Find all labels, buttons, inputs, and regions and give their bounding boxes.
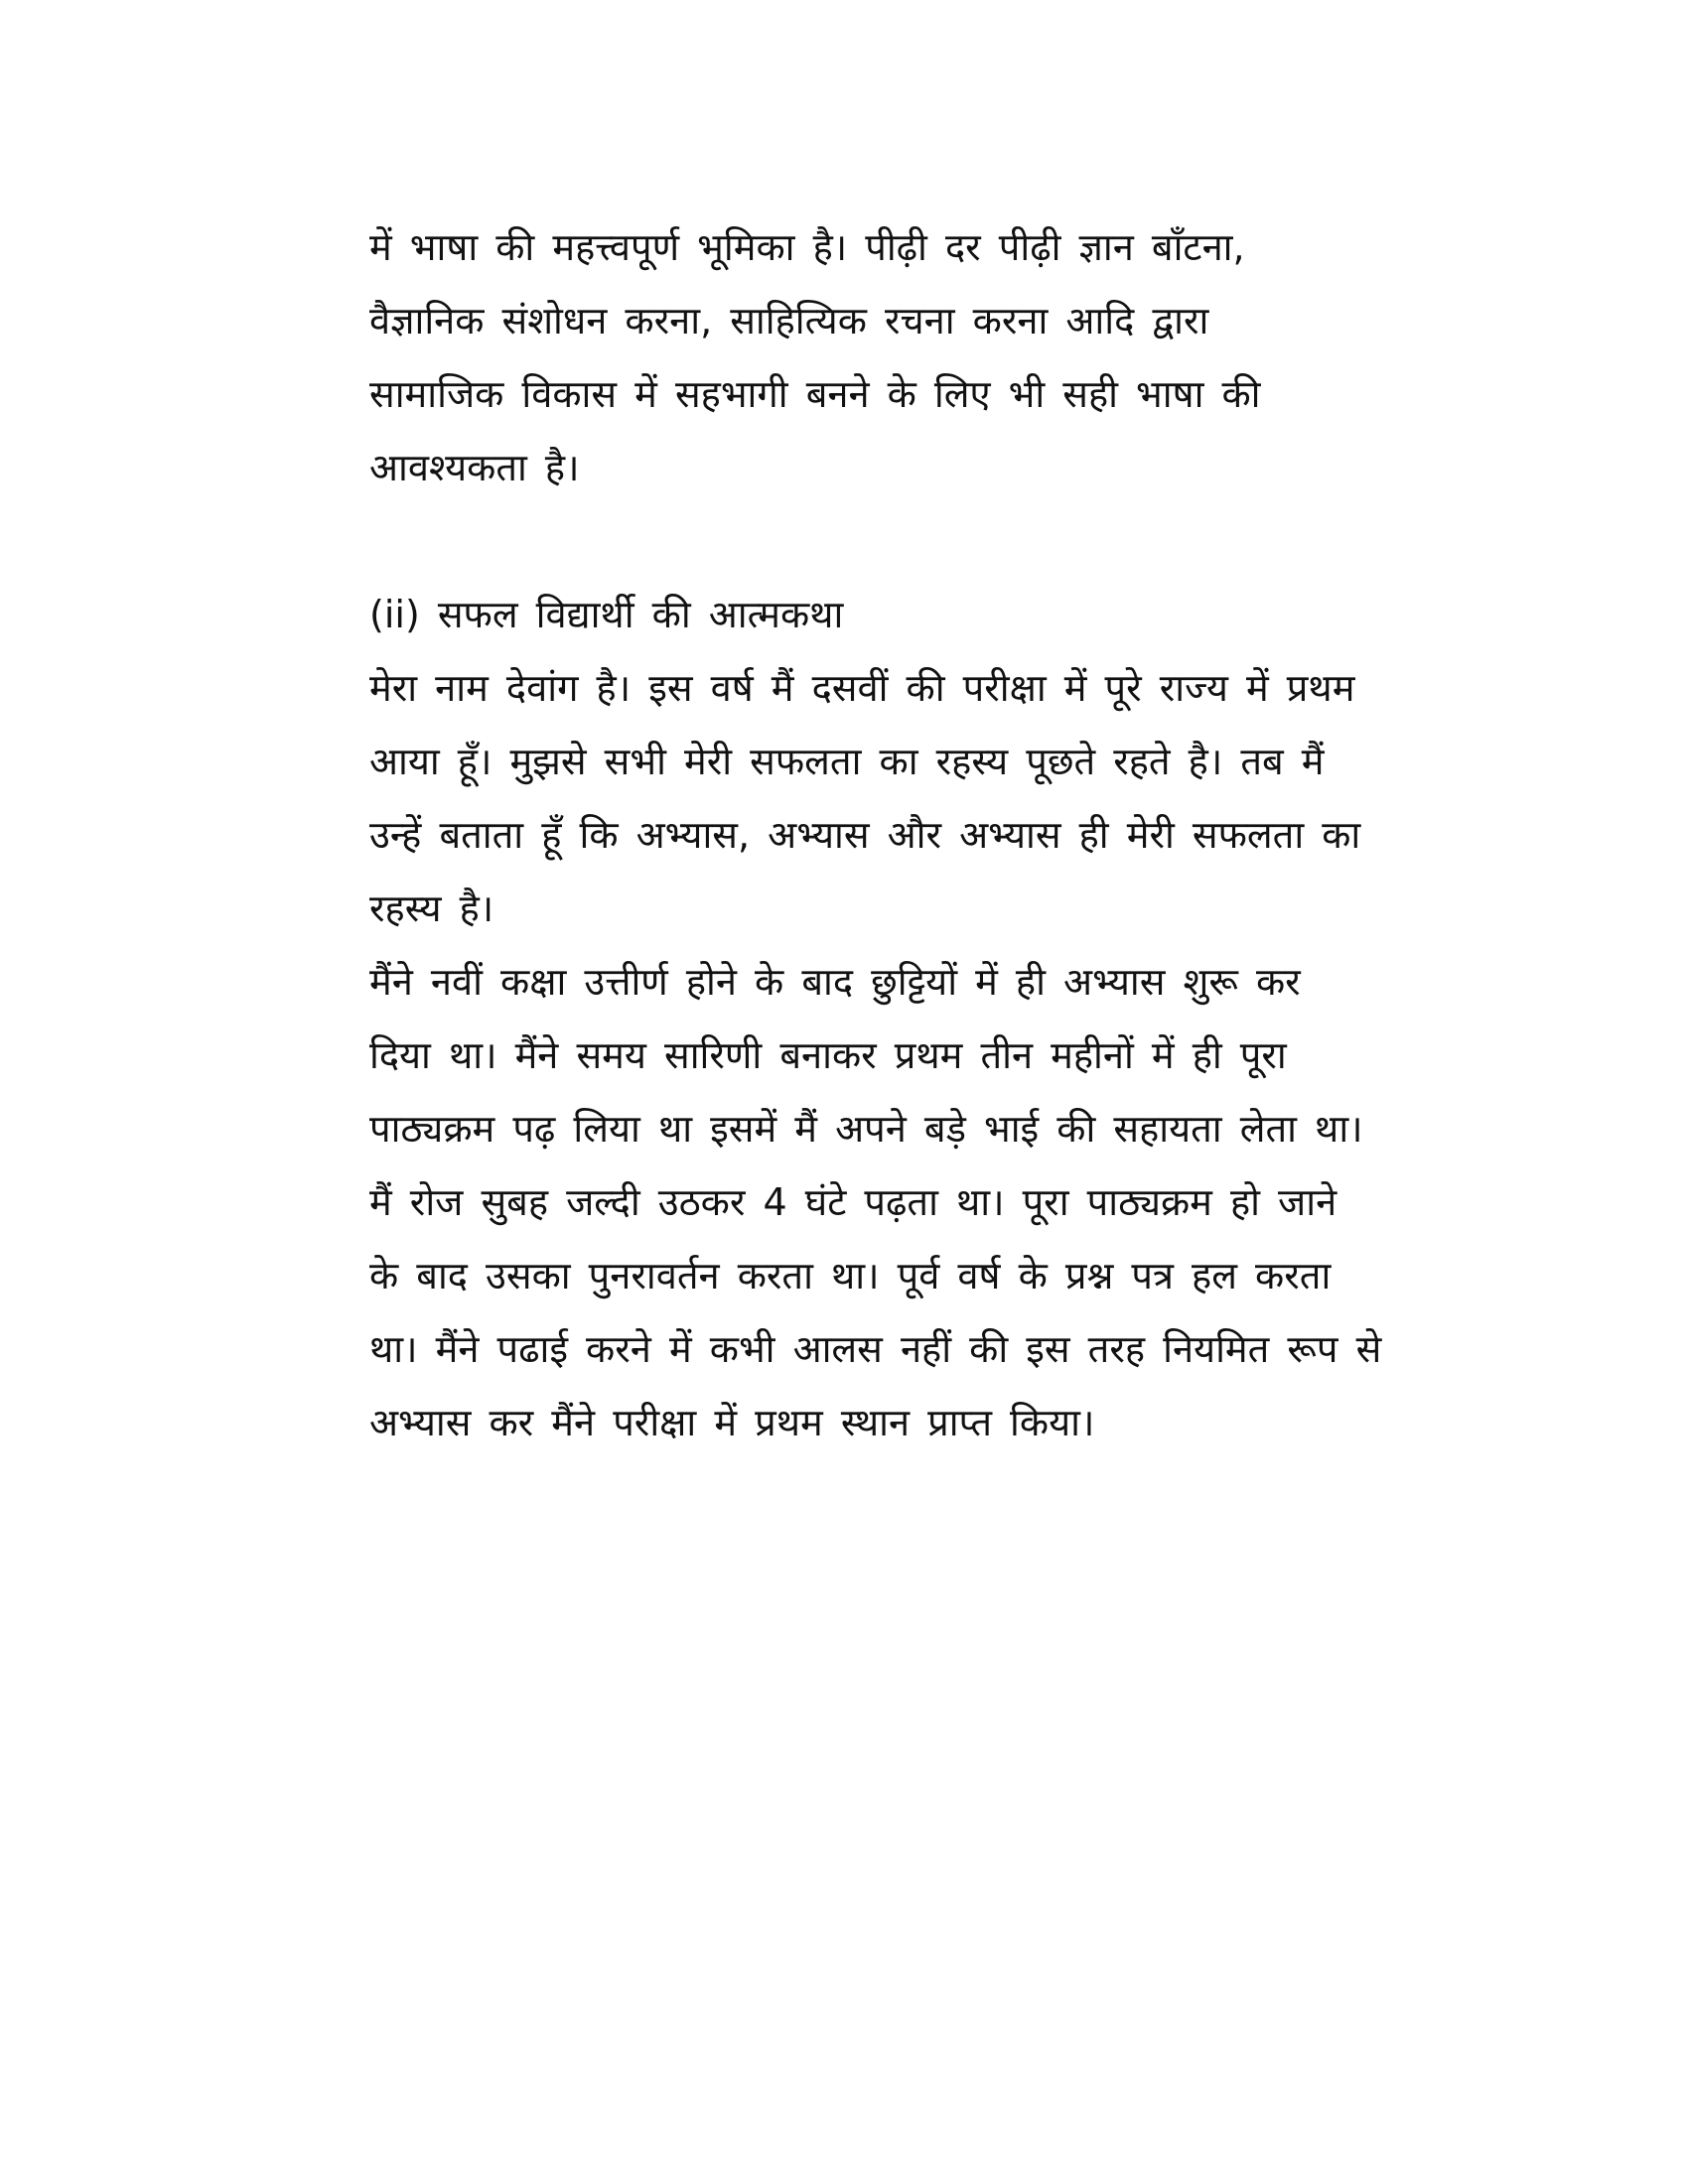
text-line: आवश्यकता है। — [369, 446, 580, 489]
text-line: आया हूँ। मुझसे सभी मेरी सफलता का रहस्य पूछते रहते है। तब मैं — [369, 740, 1325, 783]
text-line: उन्हें बताता हूँ कि अभ्यास, अभ्यास और अभ्यास ही मेरी सफलता का — [369, 813, 1361, 857]
text-line: में भाषा की महत्त्वपूर्ण भूमिका है। पीढ़ी दर पीढ़ी ज्ञान बाँटना, — [369, 225, 1245, 269]
text-line: था। मैंने पढाई करने में कभी आलस नहीं की इस तरह नियमित रूप से — [369, 1327, 1382, 1371]
text-line: रहस्य है। — [369, 887, 494, 930]
paragraph-language-importance — [369, 210, 1511, 504]
paragraph-study-routine — [369, 945, 1511, 1459]
text-line: वैज्ञानिक संशोधन करना, साहित्यिक रचना करना आदि द्वारा — [369, 299, 1209, 342]
text-line: के बाद उसका पुनरावर्तन करता था। पूर्व वर्ष के प्रश्न पत्र हल करता — [369, 1254, 1332, 1297]
paragraph-spacer — [369, 504, 1511, 578]
text-line: मेरा नाम देवांग है। इस वर्ष मैं दसवीं की परीक्षा में पूरे राज्य में प्रथम — [369, 666, 1355, 710]
text-line: सामाजिक विकास में सहभागी बनने के लिए भी सही भाषा की — [369, 372, 1261, 416]
text-line: मैंने नवीं कक्षा उत्तीर्ण होने के बाद छुट्टियों में ही अभ्यास शुरू कर — [369, 960, 1301, 1004]
paragraph-autobiography-intro — [369, 651, 1511, 945]
text-line: अभ्यास कर मैंने परीक्षा में प्रथम स्थान प्राप्त किया। — [369, 1401, 1095, 1444]
text-line: दिया था। मैंने समय सारिणी बनाकर प्रथम तीन महीनों में ही पूरा — [369, 1033, 1287, 1077]
text-line: मैं रोज सुबह जल्दी उठकर 4 घंटे पढ़ता था। पूरा पाठ्यक्रम हो जाने — [369, 1180, 1337, 1224]
document-page — [369, 210, 1511, 1459]
text-line: पाठ्यक्रम पढ़ लिया था इसमें मैं अपने बड़े भाई की सहायता लेता था। — [369, 1107, 1363, 1151]
section-heading: (ii) सफल विद्यार्थी की आत्मकथा — [369, 593, 844, 636]
